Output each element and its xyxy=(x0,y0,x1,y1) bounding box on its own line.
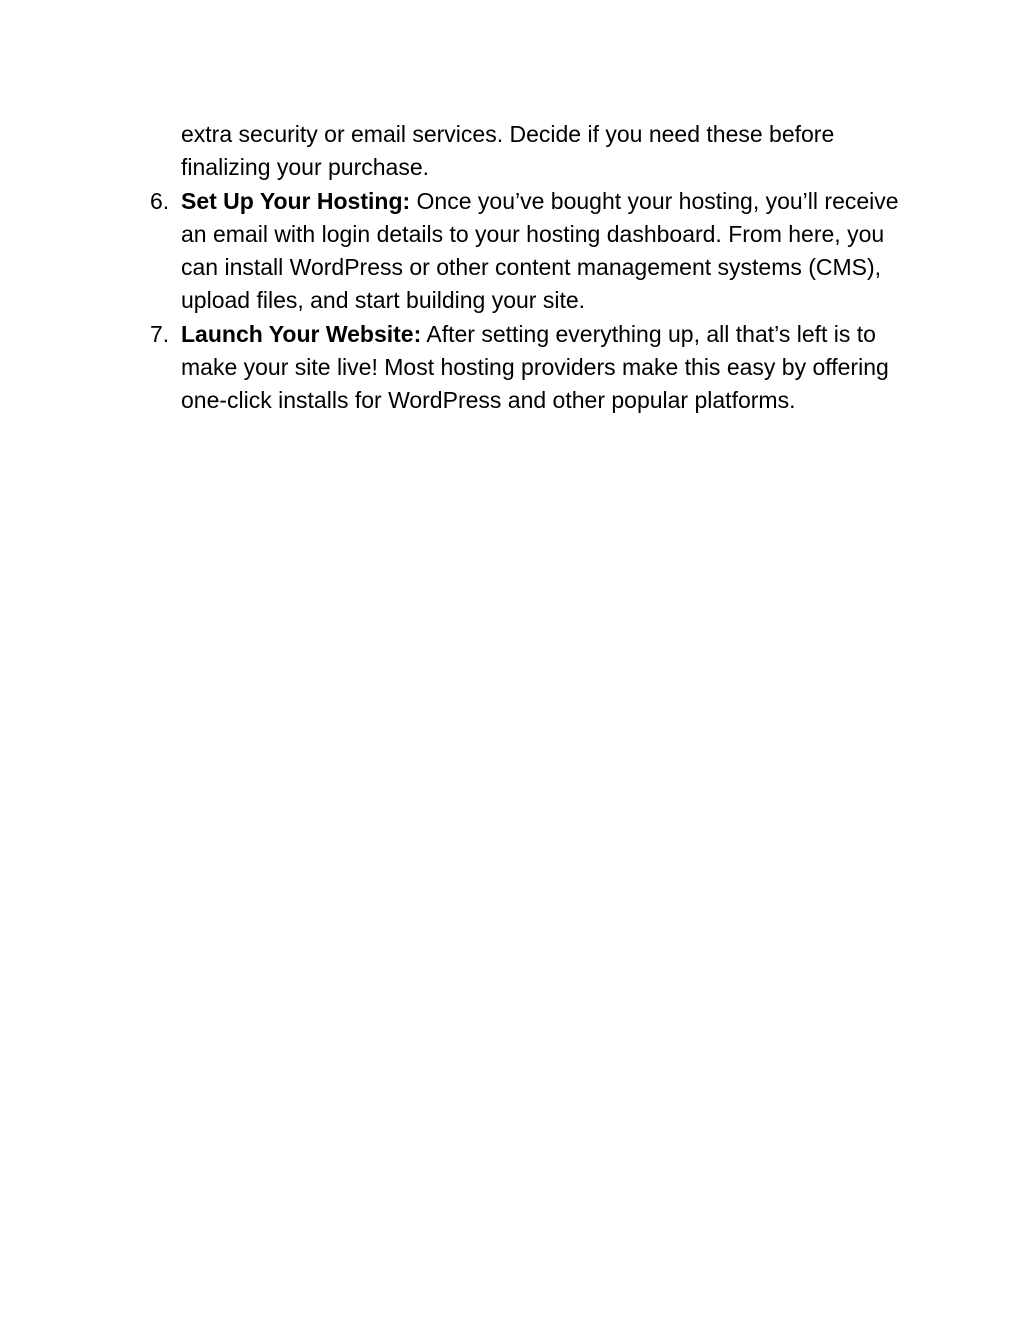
list-item-heading: Launch Your Website: xyxy=(181,320,422,347)
list-item-6 xyxy=(150,185,910,318)
list-item-number: 7. xyxy=(150,320,170,347)
list-item-body: Once you’ve bought your hosting, you’ll receive an email with login details to your hosting dashboard. From here, you can install WordPress or other content management systems (CMS), upload files, and start building your site. xyxy=(181,187,899,314)
continuation-paragraph: extra security or email services. Decide if you need these before finalizing your purchase. xyxy=(181,121,835,181)
list-item-7 xyxy=(150,318,910,418)
list-item-heading: Set Up Your Hosting: xyxy=(181,187,411,214)
list-item-number: 6. xyxy=(150,187,170,214)
document-body xyxy=(150,118,910,418)
list-item-body: After setting everything up, all that’s left is to make your site live! Most hosting providers make this easy by offering one-click installs for WordPress and other popular platforms. xyxy=(181,320,889,414)
